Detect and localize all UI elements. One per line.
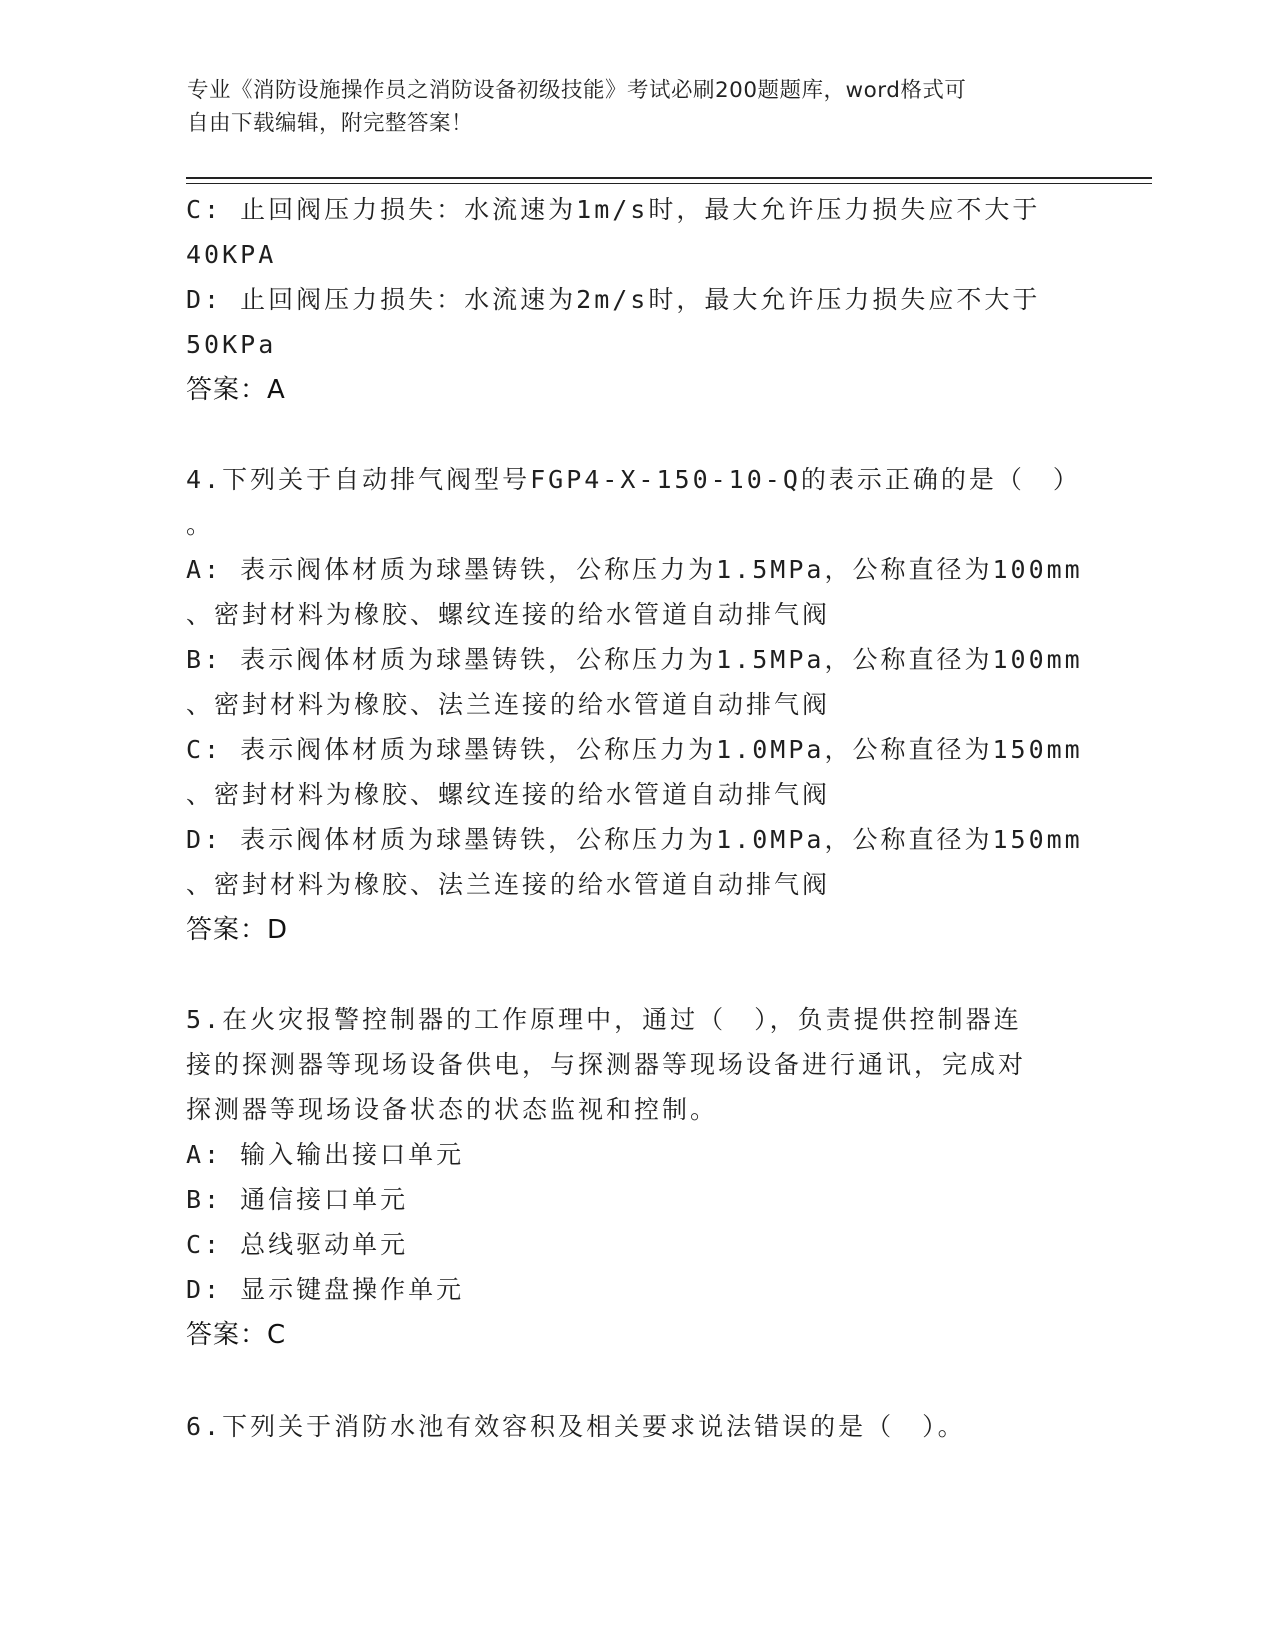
q5-stem-line-3: 探测器等现场设备状态的状态监视和控制。 [186,1095,719,1124]
q5-option-b: B: 通信接口单元 [186,1185,409,1214]
q5-answer: 答案：C [186,1320,287,1350]
q6-stem-line-1: 6.下列关于消防水池有效容积及相关要求说法错误的是（ ）。 [186,1412,966,1441]
q3-answer: 答案：A [186,375,286,405]
q3-option-c-line-1: C: 止回阀压力损失：水流速为1m/s时，最大允许压力损失应不大于 [186,195,1041,224]
q5-stem-line-1: 5.在火灾报警控制器的工作原理中，通过（ ），负责提供控制器连 [186,1005,1022,1034]
header-rule-thick [186,177,1152,179]
q5-stem-line-2: 接的探测器等现场设备供电，与探测器等现场设备进行通讯，完成对 [186,1050,1027,1079]
q4-option-c-line-1: C: 表示阀体材质为球墨铸铁，公称压力为1.0MPa，公称直径为150mm [186,735,1083,764]
q4-option-a-line-2: 、密封材料为橡胶、螺纹连接的给水管道自动排气阀 [186,600,831,629]
q3-option-d-line-2: 50KPa [186,330,277,359]
q3-option-c-line-2: 40KPA [186,240,277,269]
q4-answer: 答案：D [186,915,289,945]
header-line-1: 专业《消防设施操作员之消防设备初级技能》考试必刷200题题库，word格式可 [187,78,967,103]
q5-option-a: A: 输入输出接口单元 [186,1140,465,1169]
q4-option-d-line-1: D: 表示阀体材质为球墨铸铁，公称压力为1.0MPa，公称直径为150mm [186,825,1083,854]
header-rule-thin [186,183,1152,184]
document-header [187,74,1067,140]
q4-option-b-line-2: 、密封材料为橡胶、法兰连接的给水管道自动排气阀 [186,690,831,719]
q3-option-d-line-1: D: 止回阀压力损失：水流速为2m/s时，最大允许压力损失应不大于 [186,285,1041,314]
q5-option-d: D: 显示键盘操作单元 [186,1275,465,1304]
q4-option-a-line-1: A: 表示阀体材质为球墨铸铁，公称压力为1.5MPa，公称直径为100mm [186,555,1083,584]
q4-option-d-line-2: 、密封材料为橡胶、法兰连接的给水管道自动排气阀 [186,870,831,899]
q5-option-c: C: 总线驱动单元 [186,1230,409,1259]
q4-option-c-line-2: 、密封材料为橡胶、螺纹连接的给水管道自动排气阀 [186,780,831,809]
header-line-2: 自由下载编辑，附完整答案！ [187,111,474,136]
q4-option-b-line-1: B: 表示阀体材质为球墨铸铁，公称压力为1.5MPa，公称直径为100mm [186,645,1083,674]
q4-stem-line-1: 4.下列关于自动排气阀型号FGP4-X-150-10-Q的表示正确的是（ ） [186,465,1081,494]
q4-stem-line-2: 。 [186,510,215,539]
